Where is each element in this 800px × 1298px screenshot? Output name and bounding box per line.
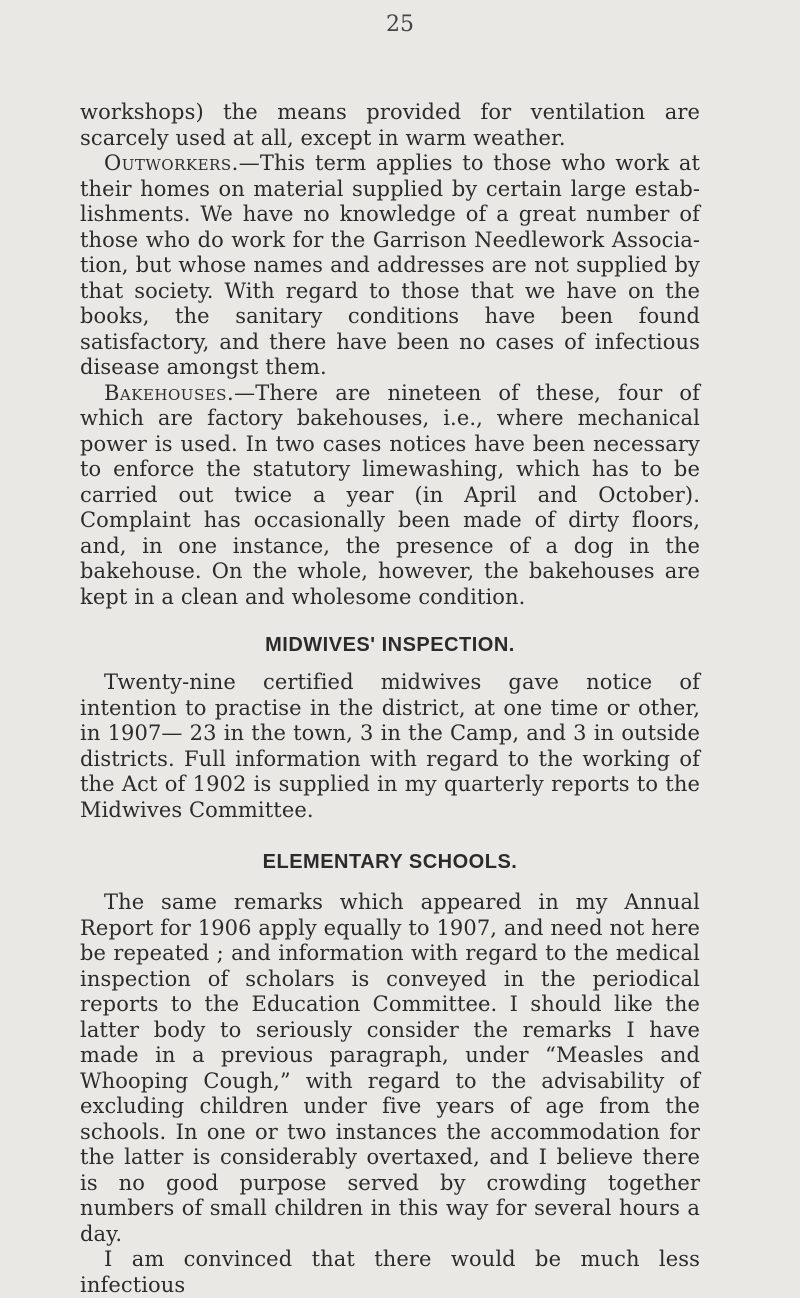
schools-heading: ELEMENTARY SCHOOLS. [262, 851, 518, 873]
bakehouses-text: —There are nineteen of these, four of which are factory bakehouses, i.e., where mechanical power is used. In two cases notices have been necessary to enforce the statutory limewashing, which has to be carried out twice a year (in April and October). Complaint has occasionally been made of dirty floors, and, in one instance, the presence of a dog in the bakehouse. On the whole, however, the bakehouses are kept in a clean and wholesome condition. [80, 380, 700, 609]
page-text [80, 100, 700, 1298]
paragraph-schools: The same remarks which appeared in my Annual Report for 1906 apply equally to 1907, and need not here be repeated ; and information with regard to the medical inspection of scholars is conveyed in the periodical reports to the Education Committee. I should like the latter body to seriously consider the remarks I have made in a previous paragraph, under “Measles and Whooping Cough,” with regard to the advisability of excluding children under five years of age from the schools. In one or two instances the accommodation for the latter is considerably overtaxed, and I believe there is no good purpose served by crowding together numbers of small children in this way for several hours a day. [80, 890, 700, 1246]
paragraph-midwives: Twenty-nine certified midwives gave notice of intention to practise in the district, at one time or other, in 1907— 23 in the town, 3 in the Camp, and 3 in outside districts. Full information with regard to the working of the Act of 1902 is supplied in my quarterly reports to the Midwives Committee. [80, 670, 700, 822]
outworkers-label: Outworkers. [104, 151, 239, 175]
midwives-heading: MIDWIVES' INSPECTION. [265, 634, 515, 656]
paragraph-workshops-continued: workshops) the means provided for ventilation are scarcely used at all, except in warm weather. [80, 100, 700, 150]
bakehouses-label: Bakehouses. [104, 380, 235, 405]
outworkers-text: —This term applies to those who work at their homes on material supplied by certain large establishments. We have no knowledge of a great number of those who do work for the Garrison Needlework Association, but whose names and addresses are not supplied by that society. With regard to those that we have on the books, the sanitary conditions have been found satisfactory, and there have been no cases of infectious disease amongst them. [80, 151, 700, 379]
paragraph-outworkers [80, 151, 700, 381]
paragraph-schools-continued: I am convinced that there would be much less infectious [80, 1247, 700, 1297]
page-number: 25 [386, 12, 414, 37]
paragraph-bakehouses [80, 381, 700, 611]
